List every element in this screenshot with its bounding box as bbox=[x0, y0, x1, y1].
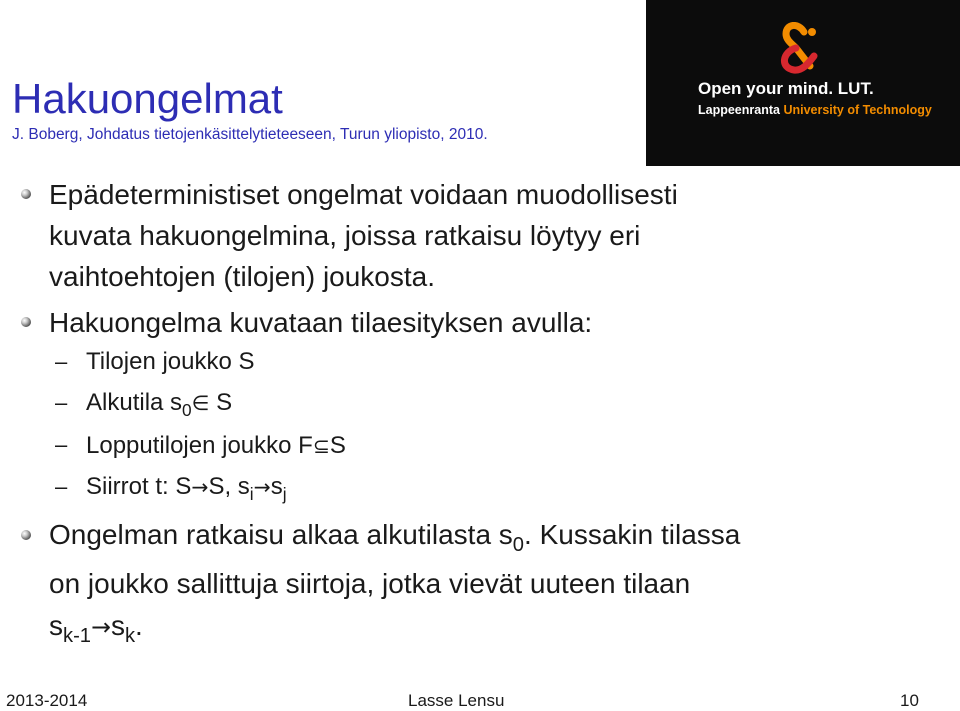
lut-logo bbox=[646, 0, 960, 166]
slide-title: Hakuongelmat bbox=[12, 75, 283, 122]
logo-slogan: Open your mind. LUT. bbox=[698, 79, 874, 98]
sub-item-1: Tilojen joukko S bbox=[86, 348, 255, 375]
sub-dash: – bbox=[55, 349, 68, 374]
sub-item-3: Lopputilojen joukko F⊆S bbox=[86, 432, 346, 459]
bullet-icon bbox=[21, 317, 31, 327]
bullet-icon bbox=[21, 530, 31, 540]
logo-university-orange: University of Technology bbox=[783, 103, 932, 117]
sub-item-2: Alkutila $s_0\in$ S bbox=[86, 389, 233, 421]
bullet-3-line-3: $s_{k-1}\to s_k$. bbox=[49, 610, 143, 648]
bullet-3-line-1: Ongelman ratkaisu alkaa alkutilasta $s_0$. Kussakin tilassa bbox=[49, 519, 741, 557]
bullet-3-line-2: on joukko sallittuja siirtoja, jotka vievät uuteen tilaan bbox=[49, 568, 691, 599]
bullet-1-line-2: kuvata hakuongelmina, joissa ratkaisu löytyy eri bbox=[49, 220, 641, 251]
bullet-1-line-1: Epädeterministiset ongelmat voidaan muodollisesti bbox=[49, 179, 678, 210]
ampersand-logo-icon bbox=[774, 22, 824, 74]
sub-item-4: Siirrot t: S→S, $s_i\to s_j$ bbox=[86, 473, 287, 505]
bullet-2-text: Hakuongelma kuvataan tilaesityksen avulla: bbox=[49, 307, 593, 338]
sub-dash: – bbox=[55, 432, 68, 457]
sub-dash: – bbox=[55, 390, 68, 415]
bullet-1-line-3: vaihtoehtojen (tilojen) joukosta. bbox=[49, 261, 436, 292]
footer-date: 2013-2014 bbox=[6, 691, 88, 710]
logo-university-white: Lappeenranta bbox=[698, 103, 784, 117]
footer-page-number: 10 bbox=[900, 691, 919, 710]
bullet-icon bbox=[21, 189, 31, 199]
logo-university bbox=[698, 103, 932, 117]
sub-dash: – bbox=[55, 474, 68, 499]
citation: J. Boberg, Johdatus tietojenkäsittelytieteeseen, Turun yliopisto, 2010. bbox=[12, 126, 488, 143]
footer-author: Lasse Lensu bbox=[408, 691, 505, 710]
